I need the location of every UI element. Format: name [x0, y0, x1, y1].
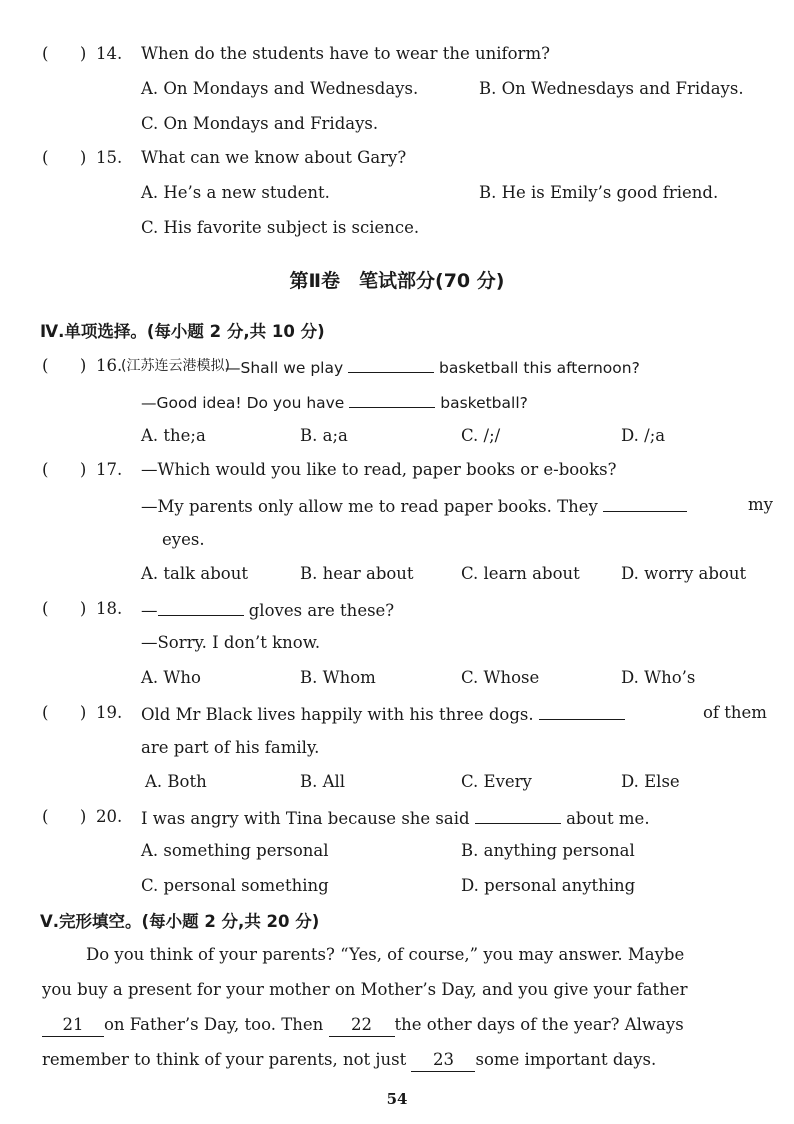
question-number: 15.	[96, 148, 123, 167]
option-d: D. personal anything	[461, 876, 636, 895]
question-text-end: of them	[703, 703, 767, 722]
option-c: C. /;/	[461, 426, 501, 445]
option-b: B. Whom	[300, 668, 376, 687]
question-text-2-end: my	[748, 495, 773, 514]
answer-blank[interactable]	[475, 806, 561, 824]
section-4-heading: Ⅳ.单项选择。(每小题 2 分,共 10 分)	[40, 322, 325, 341]
option-c: C. personal something	[141, 876, 329, 895]
option-a: A. Both	[145, 772, 207, 791]
option-b: B. a;a	[300, 426, 348, 445]
option-b: B. All	[300, 772, 346, 791]
question-text-2: are part of his family.	[141, 738, 320, 757]
option-b: B. He is Emily’s good friend.	[479, 183, 719, 202]
answer-paren[interactable]: ( )	[42, 703, 87, 722]
option-b: B. On Wednesdays and Fridays.	[479, 79, 744, 98]
answer-blank[interactable]	[349, 390, 435, 408]
option-a: A. On Mondays and Wednesdays.	[141, 79, 419, 98]
answer-blank[interactable]	[603, 494, 687, 512]
answer-blank[interactable]	[348, 355, 434, 373]
question-number: 17.	[96, 460, 123, 479]
question-number: 16.	[96, 356, 123, 375]
option-a: A. Who	[141, 668, 201, 687]
answer-paren[interactable]: ( )	[42, 460, 87, 479]
question-number: 18.	[96, 599, 123, 618]
question-text-2: —Good idea! Do you have basketball?	[141, 390, 528, 414]
option-d: D. Else	[621, 772, 680, 791]
question-text: — gloves are these?	[141, 598, 394, 622]
answer-paren[interactable]: ( )	[42, 356, 87, 375]
passage-line-2: you buy a present for your mother on Mother’s Day, and you give your father	[42, 980, 688, 999]
cloze-blank-23[interactable]: 23	[411, 1049, 475, 1072]
passage-line-3: 21 on Father’s Day, too. Then 22 the other days of the year? Always	[42, 1014, 684, 1037]
option-b: B. hear about	[300, 564, 414, 583]
part-2-title: 第Ⅱ卷 笔试部分(70 分)	[289, 270, 505, 292]
question-number: 20.	[96, 807, 123, 826]
answer-paren[interactable]: ( )	[42, 148, 87, 167]
cloze-blank-21[interactable]: 21	[42, 1014, 104, 1037]
question-number: 14.	[96, 44, 123, 63]
passage-line-1: Do you think of your parents? “Yes, of course,” you may answer. Maybe	[86, 945, 685, 964]
question-text: What can we know about Gary?	[141, 148, 407, 167]
question-text: Old Mr Black lives happily with his three dogs.	[141, 702, 625, 726]
answer-paren[interactable]: ( )	[42, 44, 87, 63]
option-c: C. His favorite subject is science.	[141, 218, 420, 237]
question-text: —Shall we play basketball this afternoon?	[225, 355, 640, 379]
option-a: A. the;a	[141, 426, 206, 445]
option-c: C. On Mondays and Fridays.	[141, 114, 379, 133]
option-d: D. worry about	[621, 564, 747, 583]
option-a: A. something personal	[141, 841, 329, 860]
answer-blank[interactable]	[539, 702, 625, 720]
answer-paren[interactable]: ( )	[42, 599, 87, 618]
cloze-blank-22[interactable]: 22	[329, 1014, 395, 1037]
question-text-2: —My parents only allow me to read paper books. They	[141, 494, 687, 518]
option-c: C. Whose	[461, 668, 540, 687]
option-c: C. Every	[461, 772, 532, 791]
answer-blank[interactable]	[158, 598, 244, 616]
option-a: A. He’s a new student.	[141, 183, 330, 202]
question-text-2: —Sorry. I don’t know.	[141, 633, 321, 652]
question-number: 19.	[96, 703, 123, 722]
page-number: 54	[386, 1090, 408, 1108]
question-text: When do the students have to wear the uniform?	[141, 44, 550, 63]
answer-paren[interactable]: ( )	[42, 807, 87, 826]
question-text-3: eyes.	[162, 530, 205, 549]
option-a: A. talk about	[141, 564, 248, 583]
option-c: C. learn about	[461, 564, 580, 583]
option-d: D. Who’s	[621, 668, 696, 687]
question-source: (江苏连云港模拟)	[121, 358, 230, 374]
passage-line-4: remember to think of your parents, not just 23 some important days.	[42, 1049, 656, 1072]
option-b: B. anything personal	[461, 841, 635, 860]
option-d: D. /;a	[621, 426, 666, 445]
question-text: I was angry with Tina because she said about me.	[141, 806, 650, 830]
section-5-heading: Ⅴ.完形填空。(每小题 2 分,共 20 分)	[40, 912, 320, 931]
question-text: —Which would you like to read, paper books or e-books?	[141, 460, 617, 479]
